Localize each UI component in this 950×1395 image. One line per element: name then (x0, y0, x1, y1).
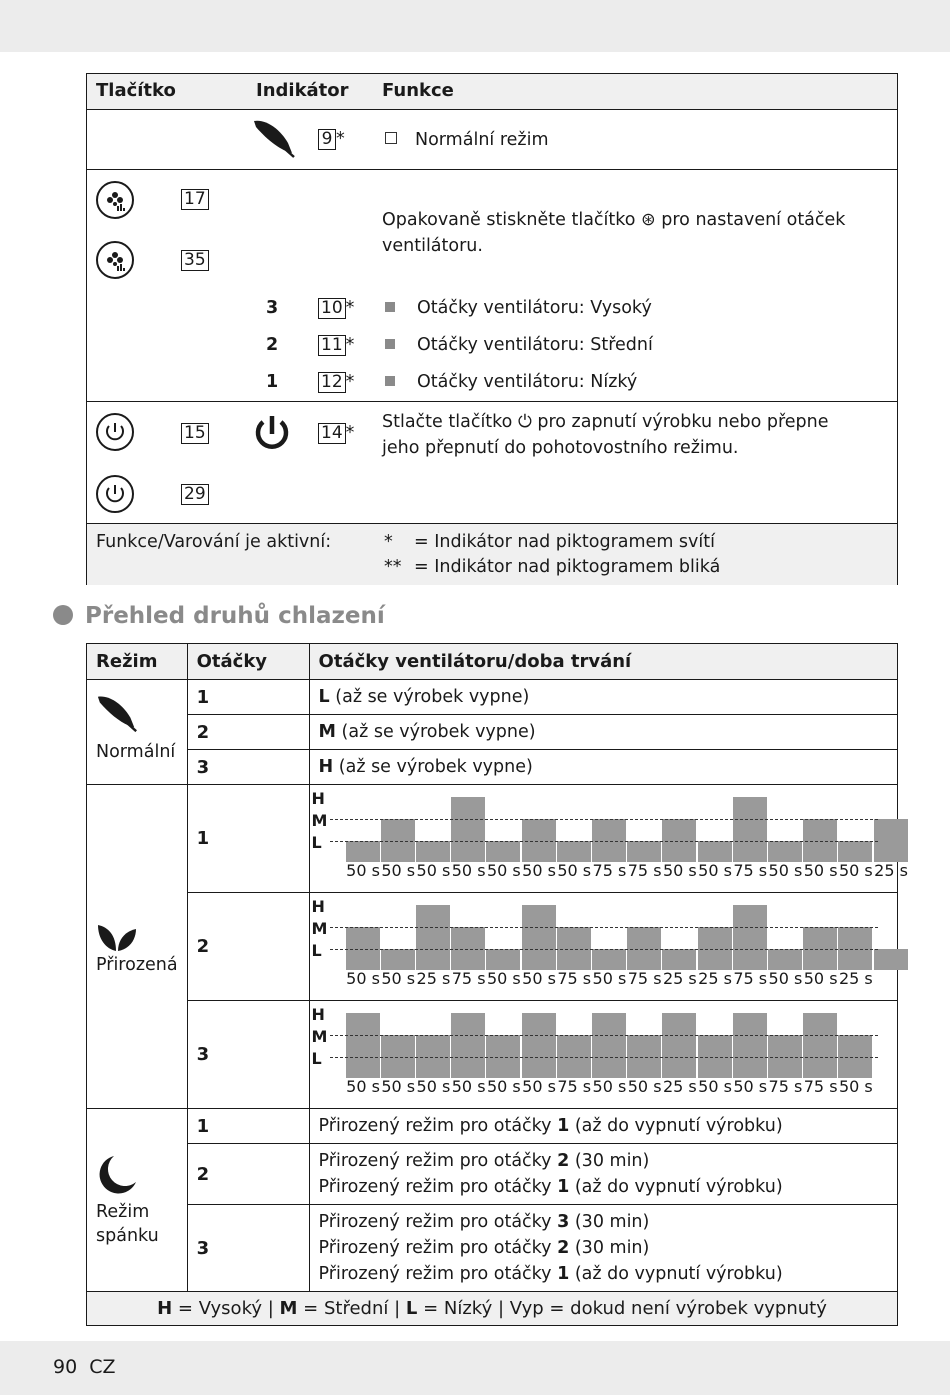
pattern-bar (416, 905, 450, 970)
duration-label: 75 s (803, 1076, 838, 1096)
top-band (0, 0, 950, 52)
duration-label: 50 s (416, 860, 451, 880)
duration-label: 50 s (486, 1076, 521, 1096)
level-label-h: H (311, 1004, 325, 1024)
duration-label: 50 s (522, 968, 556, 988)
level-line (330, 819, 878, 820)
duration-cell: L (až se výrobek vypne) (309, 680, 897, 715)
button-num-29: 29 (181, 484, 209, 505)
header-function: Funkce (382, 80, 454, 101)
pattern-bar (592, 1013, 626, 1078)
pattern-bar (874, 949, 908, 970)
pattern-bar (346, 841, 380, 862)
duration-cell: H (až se výrobek vypne) (309, 750, 897, 785)
pattern-chart-3 (310, 1003, 880, 1107)
active-label: Funkce/Varování je aktivní: (96, 532, 332, 552)
speed-cell: 2 (187, 1144, 309, 1205)
duration-label: 25 s (662, 968, 697, 988)
duration-label: 50 s (627, 1076, 662, 1096)
pattern-bar (592, 949, 626, 970)
power-instruction: Stlačte tlačítko ⏻ pro zapnutí výrobku nebo přepne jeho přepnutí do pohotovostního režimu. (382, 412, 829, 458)
speed-level-3: 3 (266, 298, 279, 318)
pattern-bar (733, 1013, 767, 1078)
level-line (330, 1057, 878, 1058)
level-line (330, 949, 878, 950)
level-label-h: H (311, 896, 325, 916)
duration-label: 50 s (381, 968, 416, 988)
pattern-bar (522, 1013, 556, 1078)
mode-sleep-label-2: spánku (96, 1226, 159, 1246)
pattern-cell (309, 893, 897, 1001)
button-num-35: 35 (181, 250, 209, 271)
pattern-bar (627, 841, 661, 862)
feather-icon (96, 692, 140, 734)
level-line (330, 1035, 878, 1036)
leaf-icon (96, 919, 140, 953)
section-title: Přehled druhů chlazení (53, 603, 385, 629)
duration-label: 50 s (522, 1076, 556, 1096)
speed-cell: 3 (187, 1001, 309, 1109)
power-button-icon (96, 413, 134, 451)
pattern-bar (662, 949, 696, 970)
level-label-m: M (311, 810, 328, 830)
mode-sleep (87, 1109, 188, 1292)
duration-label: 50 s (557, 860, 592, 880)
duration-label: 75 s (557, 968, 592, 988)
speed-cell: 1 (187, 680, 309, 715)
pattern-bar (486, 949, 520, 970)
speed-cell: 1 (187, 1109, 309, 1144)
speed-level-2: 2 (266, 335, 279, 355)
duration-label: 75 s (733, 860, 768, 880)
bullet-icon (53, 605, 73, 625)
header-speed: Otáčky (187, 644, 309, 680)
speed-label-medium: Otáčky ventilátoru: Střední (385, 335, 653, 355)
duration-cell: M (až se výrobek vypne) (309, 715, 897, 750)
duration-label: 50 s (592, 1076, 627, 1096)
power-button-icon-2 (96, 475, 134, 513)
indicator-9: 9 * (318, 129, 345, 150)
mode-natural (87, 785, 188, 1109)
duration-label: 50 s (838, 860, 873, 880)
page-number: 90 (53, 1356, 78, 1378)
pattern-bar (662, 1013, 696, 1078)
header-indicator: Indikátor (256, 80, 349, 101)
duration-label: 50 s (416, 1076, 451, 1096)
indicator-11: 11 * (318, 335, 354, 356)
legend-row: H = Vysoký | M = Střední | L = Nízký | Vyp = dokud není výrobek vypnutý (87, 1292, 898, 1326)
bottom-band (0, 1341, 950, 1395)
pattern-bar (381, 949, 415, 970)
speed-cell: 2 (187, 715, 309, 750)
button-num-17: 17 (181, 189, 209, 210)
duration-label: 75 s (733, 968, 768, 988)
indicator-12: 12 * (318, 372, 354, 393)
header-duration: Otáčky ventilátoru/doba trvání (309, 644, 897, 680)
duration-label: 50 s (486, 860, 521, 880)
duration-label: 75 s (627, 860, 662, 880)
duration-label: 50 s (451, 1076, 486, 1096)
pattern-bar (768, 949, 802, 970)
level-label-h: H (311, 788, 325, 808)
level-label-m: M (311, 1026, 328, 1046)
legend-double-star: ** = Indikátor nad piktogramem bliká (384, 557, 721, 577)
pattern-bar (733, 905, 767, 970)
duration-label: 50 s (346, 968, 380, 988)
power-indicator-icon (252, 413, 292, 455)
duration-label: 50 s (698, 1076, 732, 1096)
level-label-l: L (311, 1048, 322, 1068)
duration-label: 50 s (838, 1076, 873, 1096)
duration-label: 25 s (662, 1076, 697, 1096)
pattern-bar (451, 1013, 485, 1078)
duration-label: 50 s (803, 860, 838, 880)
duration-label: 25 s (416, 968, 451, 988)
legend-star: * = Indikátor nad piktogramem svítí (384, 532, 715, 552)
indicator-14: 14 * (318, 423, 354, 444)
speed-cell: 3 (187, 750, 309, 785)
duration-label: 25 s (838, 968, 873, 988)
level-line (330, 927, 878, 928)
pattern-cell (309, 1001, 897, 1109)
moon-icon (96, 1154, 138, 1196)
pattern-bar (451, 797, 485, 862)
duration-label: 75 s (768, 1076, 803, 1096)
level-line (330, 841, 878, 842)
duration-label: 50 s (768, 968, 803, 988)
duration-label: 75 s (592, 860, 627, 880)
duration-label: 75 s (557, 1076, 592, 1096)
mode-natural-label: Přirozená (96, 954, 178, 975)
pattern-bar (522, 905, 556, 970)
duration-label: 50 s (733, 1076, 768, 1096)
normal-mode-text: Normální režim (385, 130, 549, 150)
pattern-bar (557, 841, 591, 862)
speed-label-low: Otáčky ventilátoru: Nízký (385, 372, 637, 392)
pattern-bar (874, 819, 908, 862)
speed-level-1: 1 (266, 372, 279, 392)
speed-cell: 1 (187, 785, 309, 893)
buttons-table (86, 73, 898, 585)
pattern-bar (768, 841, 802, 862)
pattern-bar (803, 1013, 837, 1078)
button-num-15: 15 (181, 423, 209, 444)
duration-label: 50 s (346, 860, 380, 880)
feather-icon (252, 117, 298, 159)
pattern-bar (346, 1013, 380, 1078)
header-button: Tlačítko (96, 80, 176, 101)
speed-cell: 2 (187, 893, 309, 1001)
mode-normal (87, 680, 188, 785)
speed-cell: 3 (187, 1205, 309, 1292)
duration-label: 50 s (381, 1076, 416, 1096)
header-mode: Režim (87, 644, 188, 680)
level-label-l: L (311, 832, 322, 852)
speed-label-high: Otáčky ventilátoru: Vysoký (385, 298, 652, 318)
page-footer (53, 1356, 127, 1378)
pattern-bar (698, 841, 732, 862)
mode-sleep-label-1: Režim (96, 1202, 150, 1222)
duration-label: 50 s (662, 860, 697, 880)
duration-label: 50 s (698, 860, 732, 880)
pattern-bar (486, 841, 520, 862)
pattern-cell (309, 785, 908, 893)
duration-label: 50 s (592, 968, 627, 988)
language-code: CZ (89, 1356, 116, 1378)
level-label-l: L (311, 940, 322, 960)
pattern-chart-2 (310, 895, 880, 999)
duration-label: 50 s (486, 968, 521, 988)
duration-label: 75 s (627, 968, 662, 988)
sleep-cell: Přirozený režim pro otáčky 2 (30 min) Přirozený režim pro otáčky 1 (až do vypnutí výrobku) (309, 1144, 897, 1205)
cooling-table (86, 643, 908, 1326)
mode-normal-label: Normální (96, 742, 176, 762)
fan-button-icon (96, 181, 134, 219)
duration-label: 50 s (346, 1076, 380, 1096)
indicator-10: 10 * (318, 298, 354, 319)
duration-label: 50 s (803, 968, 838, 988)
duration-label: 50 s (451, 860, 486, 880)
duration-label: 50 s (522, 860, 556, 880)
fan-button-icon-2 (96, 241, 134, 279)
pattern-bar (416, 841, 450, 862)
pattern-bar (838, 841, 872, 862)
pattern-bar (733, 797, 767, 862)
duration-label: 25 s (874, 860, 908, 880)
pattern-chart-1 (310, 787, 908, 891)
duration-label: 75 s (451, 968, 486, 988)
duration-label: 50 s (381, 860, 416, 880)
sleep-cell: Přirozený režim pro otáčky 3 (30 min) Přirozený režim pro otáčky 2 (30 min) Přirozený režim pro otáčky 1 (až do vypnutí výrobku) (309, 1205, 897, 1292)
duration-label: 50 s (768, 860, 803, 880)
fan-instruction: Opakovaně stiskněte tlačítko ⊛ pro nastavení otáček ventilátoru. (382, 210, 846, 256)
level-label-m: M (311, 918, 328, 938)
sleep-cell: Přirozený režim pro otáčky 1 (až do vypnutí výrobku) (309, 1109, 897, 1144)
duration-label: 25 s (698, 968, 732, 988)
